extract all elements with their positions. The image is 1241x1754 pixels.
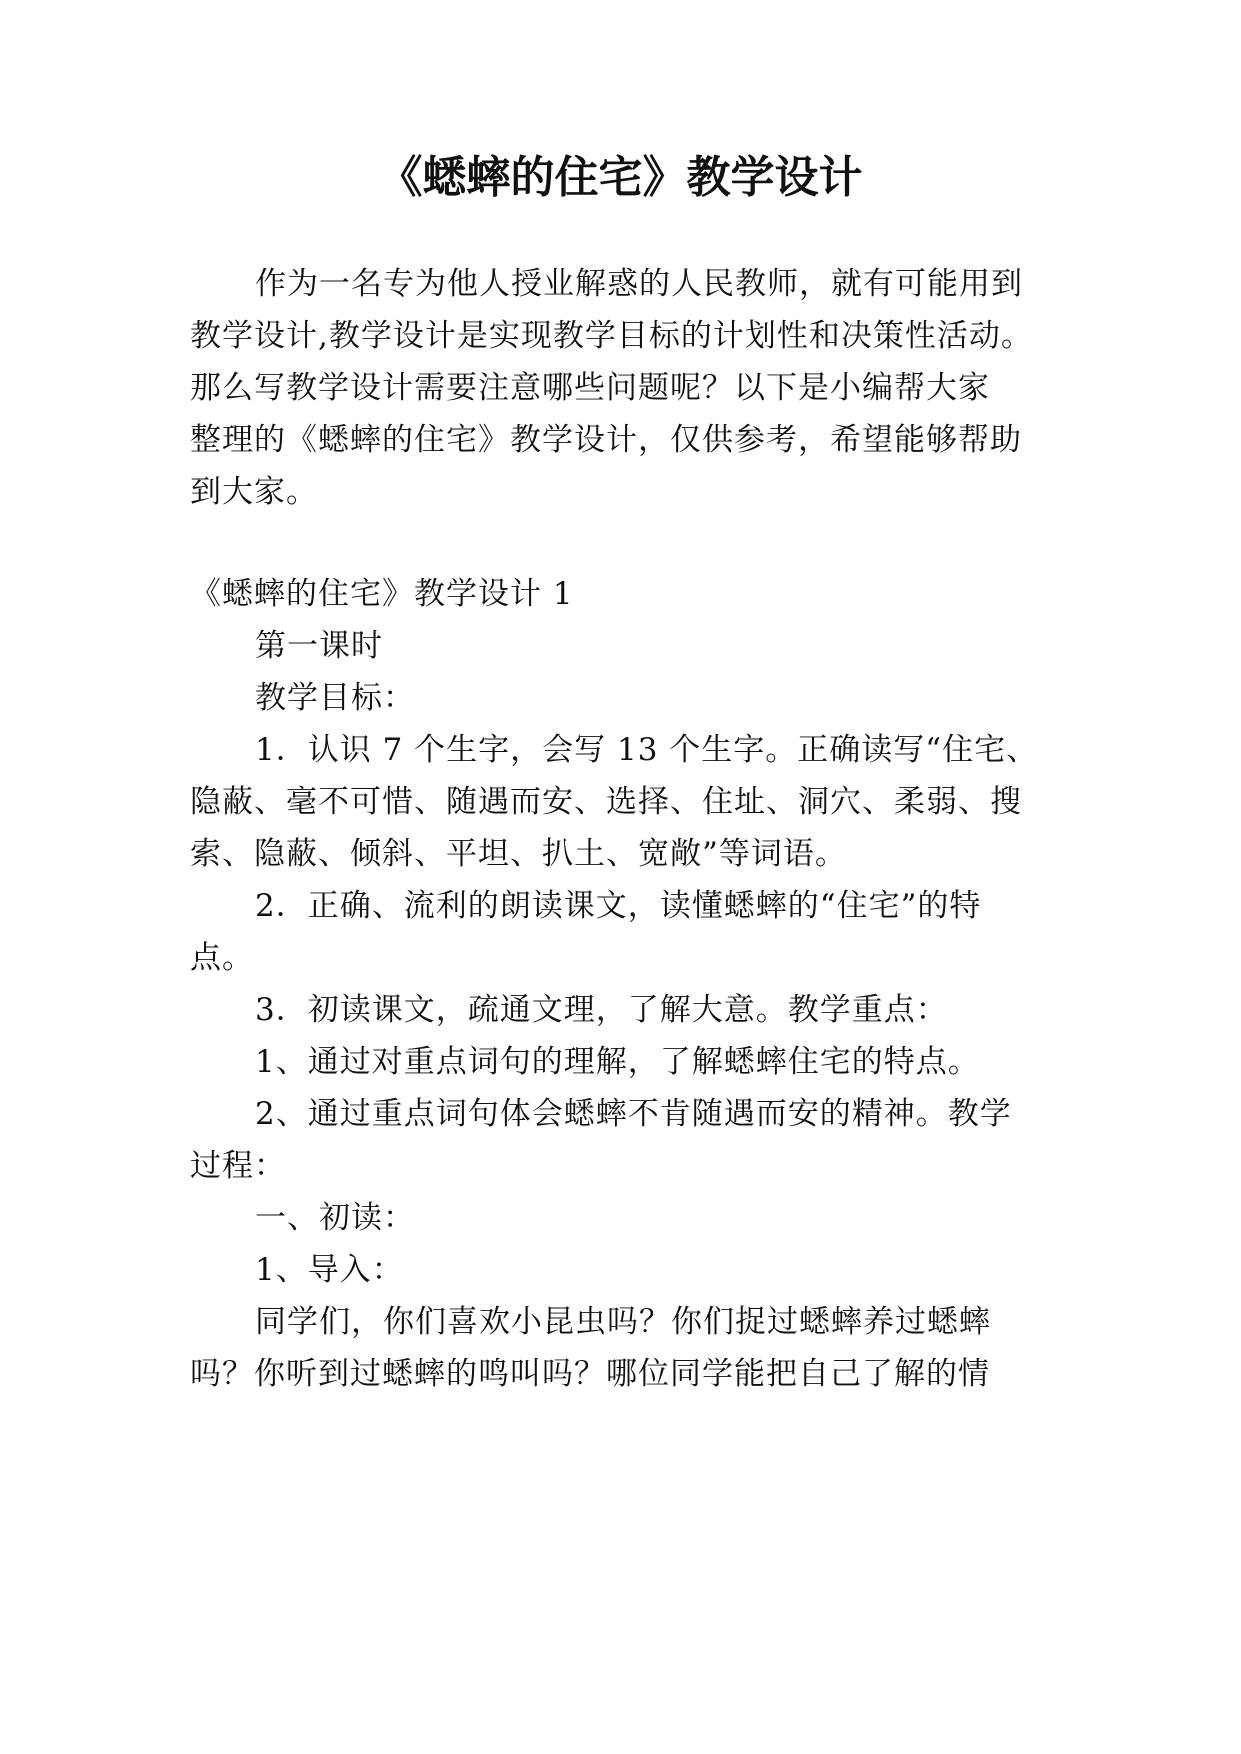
substep-heading: 1、导入： <box>255 1252 404 1288</box>
objective-1-line-1: 1．认识 7 个生字，会写 13 个生字。正确读写“住宅、 <box>255 732 1039 768</box>
step-heading: 一、初读： <box>255 1200 415 1236</box>
section-heading: 《蟋蟀的住宅》教学设计 1 <box>190 576 574 612</box>
objectives-heading: 教学目标： <box>255 680 415 716</box>
body-line-2: 吗？你听到过蟋蟀的鸣叫吗？哪位同学能把自己了解的情 <box>190 1356 990 1392</box>
key-point-2-line-1: 2、通过重点词句体会蟋蟀不肯随遇而安的精神。教学 <box>255 1096 1012 1132</box>
body-line-1: 同学们，你们喜欢小昆虫吗？你们捉过蟋蟀养过蟋蟀 <box>255 1304 991 1340</box>
objective-1-line-3: 索、隐蔽、倾斜、平坦、扒土、宽敞”等词语。 <box>190 836 847 872</box>
objective-2-line-2: 点。 <box>190 940 254 976</box>
key-point-2-line-2: 过程： <box>190 1148 286 1184</box>
intro-line-5: 到大家。 <box>190 474 318 510</box>
intro-line-4: 整理的《蟋蟀的住宅》教学设计，仅供参考，希望能够帮助 <box>190 422 1022 458</box>
lesson-label: 第一课时 <box>255 628 383 664</box>
objective-3: 3．初读课文，疏通文理，了解大意。教学重点： <box>255 992 948 1028</box>
intro-line-2: 教学设计,教学设计是实现教学目标的计划性和决策性活动。 <box>190 318 1033 354</box>
key-point-1: 1、通过对重点词句的理解，了解蟋蟀住宅的特点。 <box>255 1044 980 1080</box>
document-title: 《蟋蟀的住宅》教学设计 <box>378 152 863 203</box>
intro-line-1: 作为一名专为他人授业解惑的人民教师，就有可能用到 <box>255 266 1023 302</box>
objective-2-line-1: 2．正确、流利的朗读课文，读懂蟋蟀的“住宅”的特 <box>255 888 982 924</box>
intro-line-3: 那么写教学设计需要注意哪些问题呢？以下是小编帮大家 <box>190 370 990 406</box>
objective-1-line-2: 隐蔽、毫不可惜、随遇而安、选择、住址、洞穴、柔弱、搜 <box>190 784 1022 820</box>
